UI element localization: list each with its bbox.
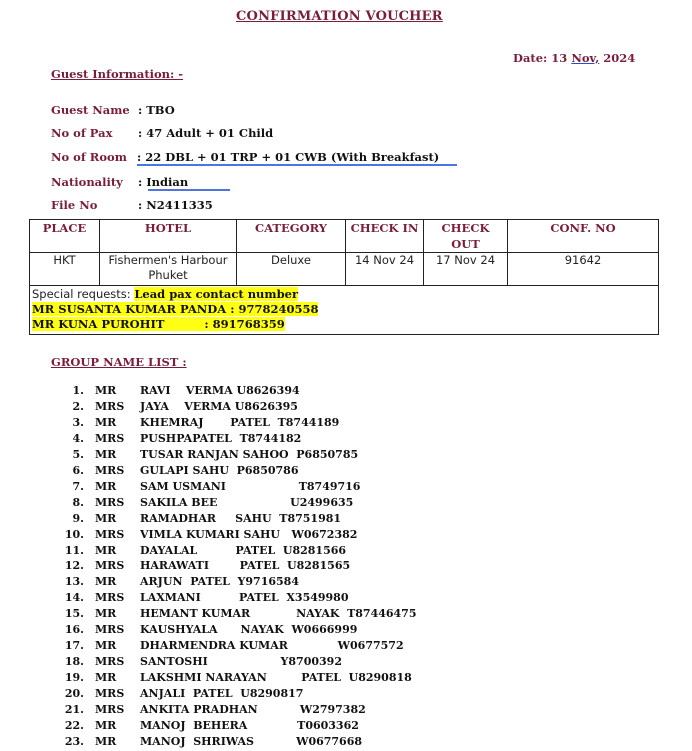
cell-conf-no: 91642	[508, 253, 659, 286]
list-item-title: MR	[95, 639, 117, 653]
room-value: : 22 DBL + 01 TRP + 01 CWB (With Breakfast)	[137, 150, 440, 164]
list-item-number: 10.	[64, 527, 84, 541]
nationality-underline	[148, 189, 230, 191]
list-item	[0, 544, 692, 560]
list-item-title: MRS	[95, 591, 125, 605]
list-item-name: TUSAR RANJAN SAHOO P6850785	[140, 447, 359, 461]
list-item	[0, 591, 692, 607]
list-item	[0, 671, 692, 687]
list-item-number: 13.	[64, 575, 84, 589]
list-item-title: MR	[95, 384, 117, 397]
list-item-number: 4.	[72, 431, 84, 445]
list-item-number: 23.	[64, 734, 84, 748]
col-conf-no: CONF. NO	[508, 220, 659, 253]
nationality-label: Nationality	[51, 175, 123, 189]
list-item	[0, 400, 692, 416]
list-item-name: PUSHPAPATEL T8744182	[140, 431, 302, 445]
list-item-name: HEMANT KUMAR NAYAK T87446475	[140, 607, 417, 621]
list-item	[0, 496, 692, 512]
list-item-name: ANKITA PRADHAN W2797382	[140, 703, 366, 716]
list-item-title: MRS	[95, 655, 125, 669]
table-row	[30, 253, 659, 286]
list-item-title: MRS	[95, 431, 125, 445]
list-item-number: 1.	[72, 384, 84, 397]
pax-value: : 47 Adult + 01 Child	[138, 126, 274, 140]
list-item-title: MR	[95, 575, 117, 589]
cell-check-in: 14 Nov 24	[346, 253, 424, 286]
list-item-title: MRS	[95, 463, 125, 477]
pax-label: No of Pax	[51, 126, 113, 140]
list-item-name: DHARMENDRA KUMAR W0677572	[140, 639, 404, 653]
list-item	[0, 575, 692, 591]
list-item-title: MR	[95, 718, 117, 732]
list-item-title: MRS	[95, 399, 125, 413]
list-item-number: 9.	[72, 511, 84, 525]
list-item-name: MANOJ SHRIWAS W0677668	[140, 734, 363, 748]
room-underline	[137, 164, 457, 166]
list-item-number: 21.	[64, 703, 84, 716]
list-item-name: LAXMANI PATEL X3549980	[140, 591, 349, 605]
list-item-name: SAKILA BEE U2499635	[140, 495, 354, 509]
list-item-title: MRS	[95, 527, 125, 541]
list-item-title: MR	[95, 734, 117, 748]
list-item-title: MRS	[95, 495, 125, 509]
list-item-name: KHEMRAJ PATEL T8744189	[140, 415, 340, 429]
list-item-name: DAYALAL PATEL U8281566	[140, 543, 347, 557]
list-item-number: 17.	[64, 639, 84, 653]
list-item-title: MR	[95, 543, 117, 557]
special-requests-row	[30, 286, 659, 335]
list-item-title: MRS	[95, 687, 125, 701]
col-hotel: HOTEL	[100, 220, 237, 253]
special-request-line-3: MR KUNA PUROHIT : 891768359	[32, 317, 285, 331]
list-item-title: MRS	[95, 559, 125, 573]
list-item-name: ARJUN PATEL Y9716584	[140, 575, 299, 589]
list-item	[0, 416, 692, 432]
date-year: 2024	[599, 51, 636, 65]
list-item-number: 8.	[72, 495, 84, 509]
list-item-number: 22.	[64, 718, 84, 732]
hotel-table	[29, 219, 659, 335]
list-item-number: 20.	[64, 687, 84, 701]
list-item	[0, 528, 692, 544]
list-item-name: KAUSHYALA NAYAK W0666999	[140, 623, 358, 637]
page-title: CONFIRMATION VOUCHER	[236, 9, 443, 24]
special-request-line-2: MR SUSANTA KUMAR PANDA : 9778240558	[32, 302, 319, 316]
list-item	[0, 480, 692, 496]
special-request-line-1: Lead pax contact number	[134, 287, 299, 301]
list-item	[0, 464, 692, 480]
room-label: No of Room	[51, 150, 127, 164]
col-place: PLACE	[30, 220, 100, 253]
cell-hotel: Fishermen's Harbour Phuket	[100, 253, 237, 286]
special-requests	[30, 286, 659, 335]
list-item-name: VIMLA KUMARI SAHU W0672382	[140, 527, 358, 541]
guest-name-label: Guest Name	[51, 103, 130, 117]
list-item-number: 16.	[64, 623, 84, 637]
list-item-number: 18.	[64, 655, 84, 669]
cell-check-out: 17 Nov 24	[424, 253, 508, 286]
date-month: Nov,	[571, 51, 600, 65]
col-category: CATEGORY	[237, 220, 346, 253]
group-list-heading: GROUP NAME LIST :	[51, 355, 187, 369]
list-item	[0, 719, 692, 735]
list-item-title: MRS	[95, 703, 125, 716]
hotel-table-header	[30, 220, 659, 253]
list-item	[0, 607, 692, 623]
file-no-value: : N2411335	[138, 198, 213, 212]
list-item-title: MR	[95, 447, 117, 461]
list-item-name: RAMADHAR SAHU T8751981	[140, 511, 342, 525]
guest-info-heading: Guest Information: -	[51, 67, 184, 81]
date-prefix: Date: 13	[513, 51, 572, 65]
list-item-number: 14.	[64, 591, 84, 605]
special-requests-label: Special requests:	[32, 287, 135, 301]
list-item-number: 2.	[72, 399, 84, 413]
list-item	[0, 639, 692, 655]
file-no-label: File No	[51, 198, 98, 212]
cell-place: HKT	[30, 253, 100, 286]
col-check-in: CHECK IN	[346, 220, 424, 253]
list-item	[0, 448, 692, 464]
list-item	[0, 735, 692, 751]
list-item-title: MRS	[95, 623, 125, 637]
cell-category: Deluxe	[237, 253, 346, 286]
list-item-name: GULAPI SAHU P6850786	[140, 463, 299, 477]
list-item-number: 5.	[72, 447, 84, 461]
list-item-title: MR	[95, 479, 117, 493]
list-item-title: MR	[95, 607, 117, 621]
list-item-number: 3.	[72, 415, 84, 429]
list-item-number: 19.	[64, 671, 84, 685]
list-item	[0, 384, 692, 400]
list-item-number: 12.	[64, 559, 84, 573]
list-item	[0, 512, 692, 528]
list-item	[0, 687, 692, 703]
list-item	[0, 703, 692, 719]
voucher-date	[513, 51, 635, 65]
list-item-name: JAYA VERMA U8626395	[140, 399, 298, 413]
list-item	[0, 655, 692, 671]
guest-name-value: : TBO	[138, 103, 175, 117]
col-check-out: CHECK OUT	[424, 220, 508, 253]
list-item-title: MR	[95, 511, 117, 525]
list-item	[0, 432, 692, 448]
list-item-name: RAVI VERMA U8626394	[140, 384, 300, 397]
list-item	[0, 559, 692, 575]
list-item-name: LAKSHMI NARAYAN PATEL U8290818	[140, 671, 412, 685]
list-item	[0, 623, 692, 639]
list-item-number: 7.	[72, 479, 84, 493]
list-item-title: MR	[95, 415, 117, 429]
list-item-name: SAM USMANI T8749716	[140, 479, 361, 493]
nationality-value: : Indian	[138, 175, 189, 189]
list-item-name: ANJALI PATEL U8290817	[140, 687, 304, 701]
list-item-number: 11.	[64, 543, 84, 557]
list-item-name: HARAWATI PATEL U8281565	[140, 559, 351, 573]
list-item-number: 15.	[64, 607, 84, 621]
list-item-name: SANTOSHI Y8700392	[140, 655, 342, 669]
list-item-number: 6.	[72, 463, 84, 477]
list-item-name: MANOJ BEHERA T0603362	[140, 718, 359, 732]
list-item-title: MR	[95, 671, 117, 685]
